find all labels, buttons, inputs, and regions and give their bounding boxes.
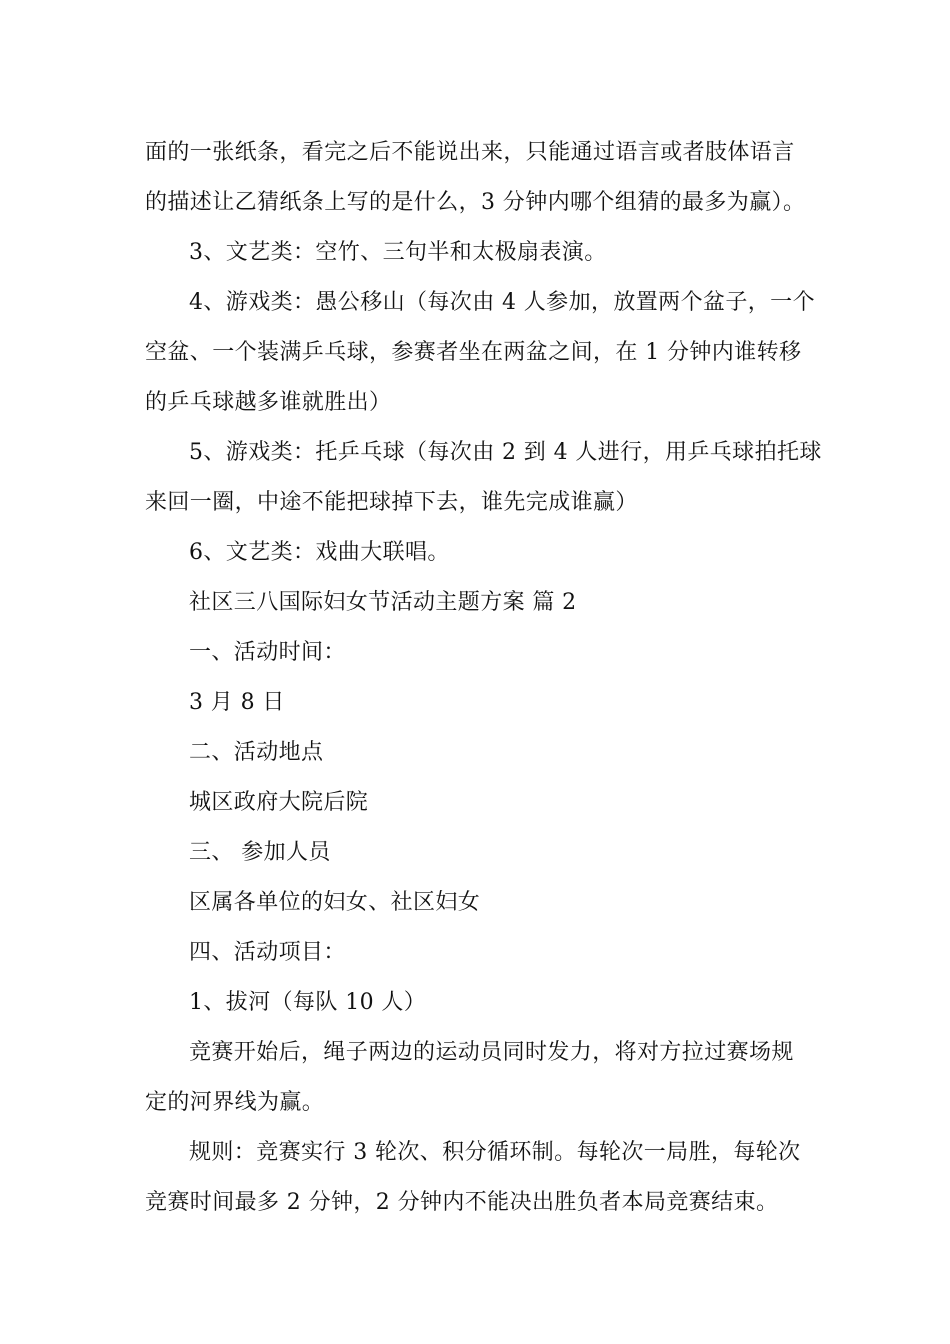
paragraph-line: 1、拔河（每队 10 人） [189,990,427,1015]
paragraph-line: 三、 参加人员 [189,840,331,865]
paragraph-line: 4、游戏类：愚公移山（每次由 4 人参加，放置两个盆子，一个 [189,290,815,315]
paragraph-line: 5、游戏类：托乒乓球（每次由 2 到 4 人进行，用乒乓球拍托球 [189,440,822,465]
section-heading: 社区三八国际妇女节活动主题方案 篇 2 [189,590,577,615]
paragraph-line: 6、文艺类：戏曲大联唱。 [189,540,450,565]
paragraph-line: 规则：竞赛实行 3 轮次、积分循环制。每轮次一局胜，每轮次 [189,1140,801,1165]
paragraph-line: 城区政府大院后院 [189,790,369,815]
paragraph-line: 面的一张纸条，看完之后不能说出来，只能通过语言或者肢体语言 [145,140,795,165]
paragraph-line: 竞赛开始后，绳子两边的运动员同时发力，将对方拉过赛场规 [189,1040,794,1065]
paragraph-line: 区属各单位的妇女、社区妇女 [189,890,481,915]
paragraph-line: 四、活动项目： [189,940,346,965]
paragraph-line: 定的河界线为赢。 [145,1090,325,1115]
paragraph-line: 的乒乓球越多谁就胜出） [145,390,392,415]
paragraph-line: 3 月 8 日 [189,690,285,715]
paragraph-line: 空盆、一个装满乒乓球，参赛者坐在两盆之间，在 1 分钟内谁转移 [145,340,802,365]
paragraph-line: 一、活动时间： [189,640,346,665]
paragraph-line: 来回一圈，中途不能把球掉下去，谁先完成谁赢） [145,490,638,515]
paragraph-line: 二、活动地点 [189,740,324,765]
paragraph-line: 3、文艺类：空竹、三句半和太极扇表演。 [189,240,607,265]
paragraph-line: 的描述让乙猜纸条上写的是什么，3 分钟内哪个组猜的最多为赢）。 [145,190,806,215]
paragraph-line: 竞赛时间最多 2 分钟，2 分钟内不能决出胜负者本局竞赛结束。 [145,1190,779,1215]
